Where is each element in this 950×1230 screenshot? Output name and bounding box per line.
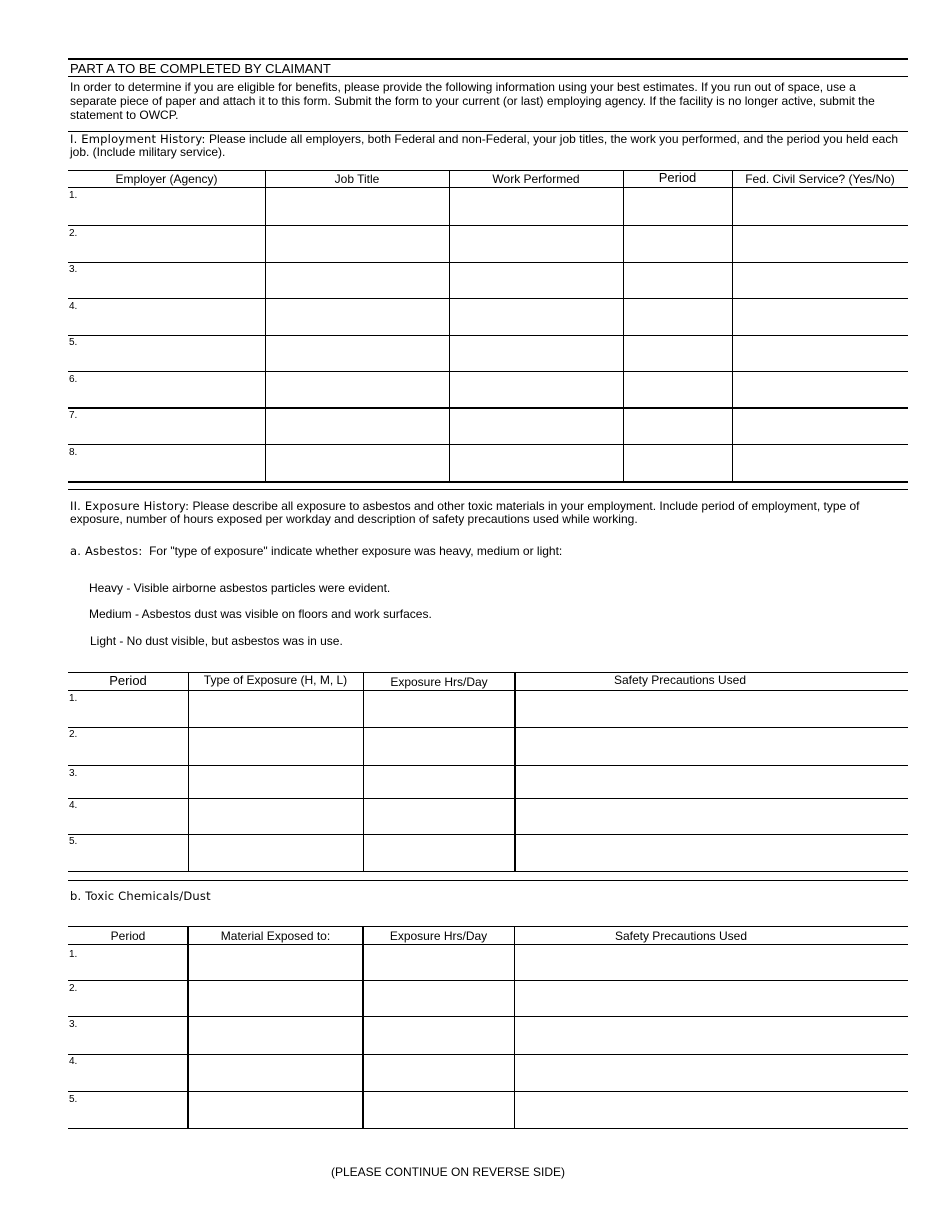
column-header-period: Period bbox=[110, 929, 146, 943]
row-number: 4. bbox=[69, 800, 78, 811]
row-number: 3. bbox=[69, 264, 78, 275]
row-number: 3. bbox=[69, 1019, 78, 1030]
asbestos-heading bbox=[70, 545, 900, 558]
exposure-level-medium: Medium - Asbestos dust was visible on floors and work surfaces. bbox=[89, 607, 432, 621]
employment-job-title-field[interactable] bbox=[266, 187, 449, 225]
toxic-period-field[interactable] bbox=[68, 944, 187, 980]
employment-history-heading bbox=[70, 133, 900, 159]
exposure-history-instructions: Please describe all exposure to asbestos and other toxic materials in your employment. Include period of employment, type of exposure, number of hours exposed per workday and description of safety precautions used while working. bbox=[70, 499, 860, 526]
employment-period-field[interactable] bbox=[624, 187, 732, 225]
asbestos-instructions: For "type of exposure" indicate whether exposure was heavy, medium or light: bbox=[149, 544, 563, 558]
row-number: 2. bbox=[69, 228, 78, 239]
asbestos-precautions-field[interactable] bbox=[516, 690, 908, 727]
row-number: 5. bbox=[69, 337, 78, 348]
employment-work-performed-field[interactable] bbox=[450, 187, 623, 225]
column-header-period: Period bbox=[658, 170, 697, 185]
row-number: 1. bbox=[69, 693, 78, 704]
column-header-work-performed: Work Performed bbox=[492, 172, 580, 186]
column-header-safety-precautions: Safety Precautions Used bbox=[614, 929, 748, 943]
row-number: 7. bbox=[69, 410, 78, 421]
row-number: 2. bbox=[69, 729, 78, 740]
column-header-safety-precautions: Safety Precautions Used bbox=[613, 673, 747, 687]
row-number: 3. bbox=[69, 768, 78, 779]
toxic-chemicals-heading bbox=[70, 890, 211, 903]
column-header-exposure-hrs: Exposure Hrs/Day bbox=[389, 929, 488, 943]
row-number: 1. bbox=[69, 949, 78, 960]
part-a-title: PART A TO BE COMPLETED BY CLAIMANT bbox=[70, 61, 331, 76]
exposure-level-heavy: Heavy - Visible airborne asbestos particles were evident. bbox=[89, 581, 391, 595]
employment-employer-field[interactable] bbox=[68, 187, 265, 225]
column-header-type-of-exposure: Type of Exposure (H, M, L) bbox=[203, 673, 348, 687]
column-header-exposure-hrs: Exposure Hrs/Day bbox=[390, 675, 488, 689]
column-header-period: Period bbox=[109, 673, 147, 688]
row-number: 8. bbox=[69, 447, 78, 458]
part-a-instructions: In order to determine if you are eligible for benefits, please provide the following information using your best estimates. If you run out of space, use a separate piece of paper and attach it to this form. Submit the form to your current (or last) employing agency. If the facility is no longer active, submit the statement to OWCP. bbox=[70, 80, 875, 122]
row-number: 1. bbox=[69, 190, 78, 201]
asbestos-type-field[interactable] bbox=[189, 690, 363, 727]
row-number: 4. bbox=[69, 301, 78, 312]
toxic-chemicals-label: b. Toxic Chemicals/Dust bbox=[70, 889, 211, 903]
column-header-job-title: Job Title bbox=[334, 172, 380, 186]
employment-history-instructions: Please include all employers, both Federal and non-Federal, your job titles, the work you performed, and the period you held each job. (Include military service). bbox=[70, 132, 899, 159]
row-number: 4. bbox=[69, 1056, 78, 1067]
exposure-history-label: II. Exposure History: bbox=[70, 499, 190, 513]
asbestos-label: a. Asbestos: bbox=[70, 544, 143, 558]
column-header-fed-civil-service: Fed. Civil Service? (Yes/No) bbox=[745, 172, 895, 186]
toxic-hours-field[interactable] bbox=[364, 944, 514, 980]
employment-history-label: I. Employment History: bbox=[70, 132, 206, 146]
row-number: 2. bbox=[69, 983, 78, 994]
row-number: 6. bbox=[69, 374, 78, 385]
exposure-history-heading bbox=[70, 500, 900, 526]
toxic-material-field[interactable] bbox=[189, 944, 362, 980]
exposure-level-light: Light - No dust visible, but asbestos was in use. bbox=[90, 634, 343, 648]
row-number: 5. bbox=[69, 836, 78, 847]
column-header-employer: Employer (Agency) bbox=[115, 172, 218, 186]
asbestos-period-field[interactable] bbox=[68, 690, 188, 727]
asbestos-hours-field[interactable] bbox=[364, 690, 514, 727]
employment-fed-civil-service-field[interactable] bbox=[733, 187, 908, 225]
column-header-material-exposed: Material Exposed to: bbox=[220, 929, 331, 943]
toxic-precautions-field[interactable] bbox=[515, 944, 908, 980]
row-number: 5. bbox=[69, 1094, 78, 1105]
continue-note: (PLEASE CONTINUE ON REVERSE SIDE) bbox=[330, 1165, 566, 1179]
